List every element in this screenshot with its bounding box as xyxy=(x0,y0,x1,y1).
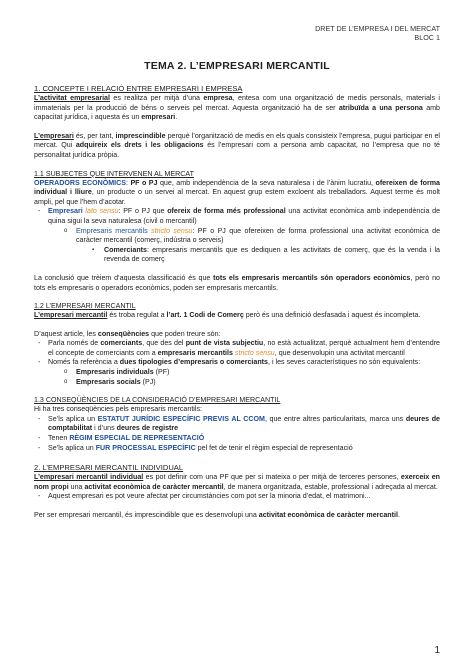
list-item: - Se’ls aplica un ESTATUT JURÍDIC ESPECÍFIC PREVIS AL CCOM, que entre altres particularitats, marca uns deures de comptabilitat i d’uns deures de registre xyxy=(38,414,440,433)
list-item: o Empresaris mercantils stricto sensu: PF o PJ que ofereixen de forma professional una activitat econòmica de caràcter mercantil (comerç, indústria o serveis) ▪ Comerciants: empresaris mercantils que es dediquen a les activitats de comerç, que és la venda i la revenda de comerç xyxy=(64,226,441,264)
section-heading-1-1: 1.1 SUBJECTES QUE INTERVENEN AL MERCAT xyxy=(34,169,194,178)
section-heading-2: 2. L’EMPRESARI MERCANTIL INDIVIDUAL xyxy=(34,463,184,473)
bullet-list xyxy=(34,207,440,265)
section-heading-1: 1. CONCEPTE I RELACIÓ ENTRE EMPRESARI I EMPRESA xyxy=(34,84,243,93)
section-heading-1-2: 1.2 L’EMPRESARI MERCANTIL xyxy=(34,302,136,311)
paragraph: La conclusió que trèiem d’aquesta classificació és que tots els empresaris mercantils són operadors econòmics, però no tots els empresaris o operadors econòmics, poden ser empresaris mercantils. xyxy=(34,273,440,292)
list-item: - Només fa referència a dues tipologies d’empresaris o comerciants, i les seves característiques no són equivalents: o Empresaris individuals (PF) o Empresaris socials (PJ) xyxy=(34,358,440,387)
list-item: o Empresaris individuals (PF) xyxy=(64,368,170,377)
section-heading-1-3: 1.3 CONSEQÜÈNCIES DE LA CONSIDERACIÓ D’EMPRESARI MERCANTIL xyxy=(34,396,281,405)
paragraph: L’empresari és, per tant, imprescindible perquè l’organització de medis en els quals consisteix l’empresa, pugui participar en el mercat. Qui adquireix els drets i les obligacions és l’empresari com a persona amb capacitat, no l’empresa que no té personalitat jurídica pròpia. xyxy=(34,131,441,159)
header-block: BLOC 1 xyxy=(414,33,440,42)
paragraph: D’aquest article, les conseqüències que poden treure són: xyxy=(34,329,221,338)
list-item: - Aquest empresari es pot veure afectat per circumstàncies com pot ser la minoria d’edat, el matrimoni... xyxy=(38,492,371,501)
document-title: TEMA 2. L’EMPRESARI MERCANTIL xyxy=(144,60,330,72)
paragraph: L’activitat empresarial es realitza per mitjà d’una empresa, entesa com una organització de medis personals, materials i immaterials per la producció de béns o serveis pel mercat. Aquesta organització ha de ser atribuïda a una persona amb capacitat jurídica, i aquesta és un empresari. xyxy=(34,94,440,122)
list-item: - Tenen RÈGIM ESPECIAL DE REPRESENTACIÓ xyxy=(38,434,205,443)
list-item: - Empresari lato sensu: PF o PJ que ofereix de forma més professional una activitat econòmica amb independència de quina sigui la seva naturalesa (civil o mercantil) o Empresaris mercantils stricto sensu: PF o PJ que ofereixen de forma professional una activitat econòmica de caràcter mercantil (comerç, indústria o serveis) ▪ Comerciants: empresaris mercantils que es dediquen a les activitats de comerç, que és la venda i la revenda de comerç xyxy=(38,207,441,264)
list-item: ▪ Comerciants: empresaris mercantils que es dediquen a les activitats de comerç, que és la venda i la revenda de comerç xyxy=(92,245,440,264)
list-item: - Parla només de comerciants, que des del punt de vista subjectiu, no està actualitzat, perquè actualment hem d’entendre el concepte de comerciants com a empresaris mercantils stricto sensu, que desenvolupin una activitat mercantil xyxy=(38,339,440,357)
page-header xyxy=(315,24,440,42)
paragraph: L’empresari mercantil individual es pot definir com una PF que per si mateixa o per mitjà de terceres persones, exerceix en nom propi una activitat econòmica de caràcter mercantil, de manera organitzada, estable, professional i adreçada al mercat. xyxy=(34,473,441,491)
header-course: DRET DE L’EMPRESA I DEL MERCAT xyxy=(315,24,440,33)
paragraph: OPERADORS ECONÒMICS: PF o PJ que, amb independència de la seva naturalesa i de l’ànim lucratiu, ofereixen de forma individual i lliure, un producte o un servei al mercat. En aquest grup estem excloent als treballadors. Aquest terme és molt ampli, pel que l’hem d’acotar. xyxy=(34,178,440,206)
bullet-list xyxy=(34,492,440,502)
paragraph: L’empresari mercantil és troba regulat a l’art. 1 Codi de Comerç però és una definició desfasada i aquest és incompleta. xyxy=(34,311,421,320)
bullet-list xyxy=(34,415,440,453)
paragraph: Per ser empresari mercantil, és imprescindible que es desenvolupi una activitat econòmica de caràcter mercantil. xyxy=(34,511,400,519)
list-item: - Se’ls aplica un FUR PROCESSAL ESPECÍFIC pel fet de tenir el règim especial de representació xyxy=(38,443,353,452)
paragraph: Hi ha tres conseqüències pels empresaris mercantils: xyxy=(34,405,202,414)
page-number: 1 xyxy=(434,645,440,656)
list-item: o Empresaris socials (PJ) xyxy=(64,377,156,386)
bullet-list xyxy=(34,339,440,387)
